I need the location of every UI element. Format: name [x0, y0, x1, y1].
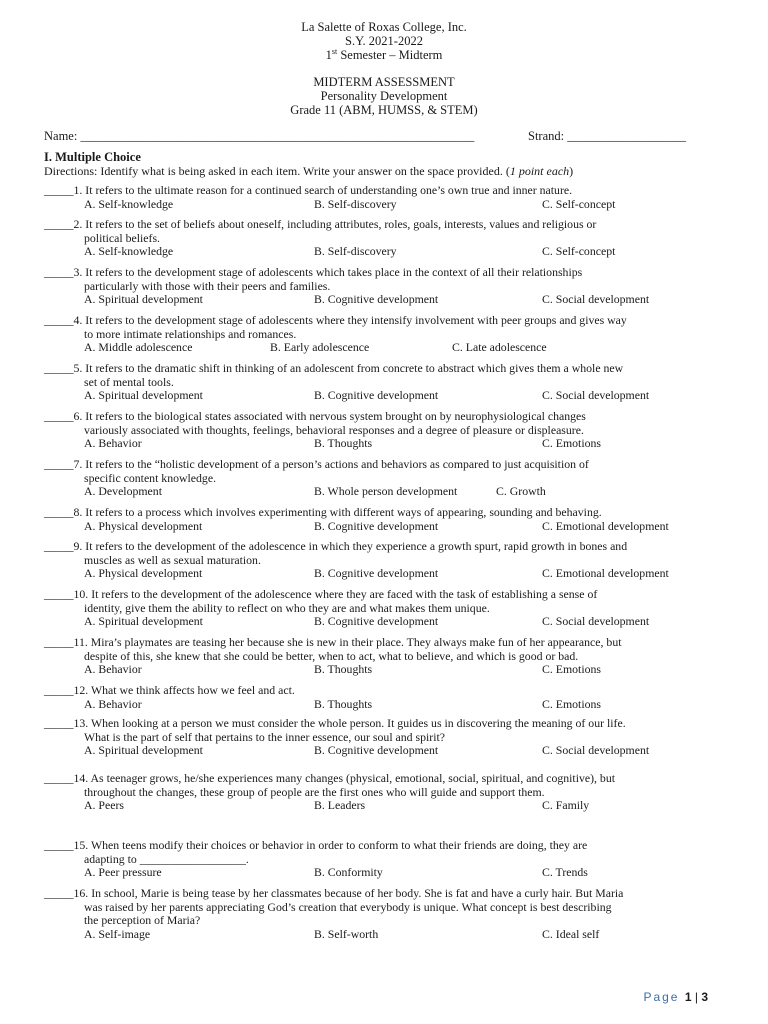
- question-text[interactable]: _____6. It refers to the biological states associated with nervous system brought on by neurophysiological changes: [44, 409, 586, 423]
- option-c: C. Social development: [542, 614, 650, 628]
- option-c: C. Social development: [542, 743, 650, 757]
- question-item: [44, 458, 724, 499]
- question-item: [44, 184, 724, 211]
- directions: [44, 164, 573, 179]
- points-note: 1 point each: [509, 164, 570, 178]
- option-a: A. Spiritual development: [84, 388, 203, 402]
- option-c: C. Emotions: [542, 436, 601, 450]
- question-text-continued: was raised by her parents appreciating God’s creation that everybody is unique. What concept is best describing: [84, 899, 612, 914]
- question-text[interactable]: _____12. What we think affects how we feel and act.: [44, 683, 295, 697]
- question-item: [44, 588, 724, 629]
- question-item: [44, 887, 724, 941]
- option-b: B. Whole person development: [314, 484, 458, 498]
- answer-options: [44, 799, 724, 813]
- question-text[interactable]: _____2. It refers to the set of beliefs about oneself, including attributes, roles, goals, interests, values and religious or: [44, 217, 597, 231]
- page-number: 1: [684, 990, 692, 1004]
- option-a: A. Development: [84, 484, 162, 498]
- option-c: C. Emotional development: [542, 566, 669, 580]
- option-a: A. Peer pressure: [84, 865, 162, 879]
- answer-options: [44, 293, 724, 307]
- semester-suffix: st: [331, 46, 338, 56]
- question-text-continued: political beliefs.: [84, 230, 161, 245]
- semester-number: 1: [325, 48, 332, 62]
- page-separator: |: [691, 990, 702, 1004]
- school-year: S.Y. 2021-2022: [345, 34, 423, 48]
- page-total: 3: [701, 990, 708, 1004]
- answer-options: [44, 485, 724, 499]
- option-c: C. Growth: [496, 484, 546, 498]
- option-a: A. Self-knowledge: [84, 244, 174, 258]
- question-text[interactable]: _____1. It refers to the ultimate reason for a continued search of understanding one’s own true and inner nature.: [44, 183, 573, 197]
- option-b: B. Leaders: [314, 798, 366, 812]
- question-item: [44, 684, 724, 711]
- subject-name: Personality Development: [320, 89, 448, 103]
- option-b: B. Thoughts: [314, 436, 373, 450]
- question-text[interactable]: _____4. It refers to the development stage of adolescents where they intensify involvement with peer groups and gives way: [44, 313, 627, 327]
- question-item: [44, 218, 724, 259]
- grade-level: Grade 11 (ABM, HUMSS, & STEM): [290, 103, 478, 117]
- strand-label: Strand:: [528, 129, 568, 143]
- name-label: Name:: [44, 129, 81, 143]
- page-label: Page: [643, 990, 680, 1004]
- option-b: B. Cognitive development: [314, 388, 439, 402]
- option-a: A. Middle adolescence: [84, 340, 193, 354]
- question-text[interactable]: _____8. It refers to a process which involves experimenting with different ways of appearing, sounding and behaving.: [44, 505, 602, 519]
- question-item: [44, 636, 724, 677]
- question-text-continued: despite of this, she knew that she could be better, when to act, what to believe, and which is good or bad.: [84, 648, 579, 663]
- option-c: C. Self-concept: [542, 244, 616, 258]
- option-b: B. Cognitive development: [314, 614, 439, 628]
- section-title: I. Multiple Choice: [44, 150, 141, 164]
- question-text[interactable]: _____9. It refers to the development of the adolescence in which they experience a growth spurt, rapid growth in bones and: [44, 539, 628, 553]
- semester-line: [0, 48, 768, 62]
- question-text[interactable]: _____15. When teens modify their choices or behavior in order to conform to what their friends are doing, they are: [44, 838, 588, 852]
- question-text[interactable]: _____14. As teenager grows, he/she experiences many changes (physical, emotional, social, spiritual, and cognitive), but: [44, 771, 616, 785]
- option-a: A. Spiritual development: [84, 743, 203, 757]
- question-text-continued: the perception of Maria?: [84, 913, 201, 927]
- answer-options: [44, 245, 724, 259]
- option-a: A. Physical development: [84, 518, 203, 533]
- answer-options: [44, 663, 724, 677]
- directions-close: ): [569, 164, 574, 178]
- option-b: B. Cognitive development: [314, 743, 439, 757]
- question-item: [44, 362, 724, 403]
- question-item: [44, 266, 724, 307]
- answer-options: [44, 520, 724, 534]
- question-text[interactable]: _____5. It refers to the dramatic shift in thinking of an adolescent from concrete to abstract which gives them a whole new: [44, 361, 624, 375]
- option-a: A. Spiritual development: [84, 614, 203, 628]
- answer-options: [44, 928, 724, 942]
- option-b: B. Early adolescence: [270, 340, 370, 354]
- question-text[interactable]: _____10. It refers to the development of the adolescence where they are faced with the task of establishing a sense of: [44, 587, 598, 601]
- answer-options: [44, 341, 724, 355]
- question-item: [44, 314, 724, 355]
- answer-options: [44, 744, 724, 758]
- option-b: B. Cognitive development: [314, 292, 439, 306]
- semester-rest: Semester – Midterm: [337, 48, 443, 62]
- question-text-continued: variously associated with thoughts, feelings, behavioral responses and a degree of pleasure or displeasure.: [84, 422, 584, 437]
- question-text[interactable]: _____13. When looking at a person we must consider the whole person. It guides us in discovering the meaning of our life.: [44, 716, 626, 730]
- question-text-continued: to more intimate relationships and romances.: [84, 326, 297, 341]
- strand-field[interactable]: [528, 129, 686, 144]
- question-text-continued: identity, give them the ability to reflect on who they are and what makes them unique.: [84, 600, 490, 615]
- option-c: C. Self-concept: [542, 196, 616, 211]
- directions-text: Directions: Identify what is being asked in each item. Write your answer on the space provided. (: [44, 164, 510, 178]
- question-text-continued: specific content knowledge.: [84, 470, 217, 485]
- question-item: [44, 410, 724, 451]
- option-c: C. Ideal self: [542, 926, 600, 941]
- option-b: B. Conformity: [314, 865, 383, 879]
- answer-options: [44, 615, 724, 629]
- option-a: A. Spiritual development: [84, 292, 203, 306]
- answer-options: [44, 698, 724, 712]
- answer-options: [44, 567, 724, 581]
- option-b: B. Cognitive development: [314, 566, 439, 580]
- option-c: C. Family: [542, 798, 590, 812]
- option-c: C. Emotions: [542, 696, 601, 711]
- question-text-continued: throughout the changes, these group of people are the first ones who will guide and support them.: [84, 784, 545, 799]
- name-blank[interactable]: _______________________________________________________________: [80, 129, 475, 143]
- option-b: B. Self-discovery: [314, 244, 397, 258]
- question-item: [44, 717, 724, 758]
- option-b: B. Cognitive development: [314, 518, 439, 533]
- question-text[interactable]: _____11. Mira’s playmates are teasing her because she is new in their place. They always make fun of her appearance, but: [44, 635, 622, 649]
- name-field[interactable]: [44, 129, 474, 144]
- option-c: C. Social development: [542, 388, 650, 402]
- option-a: A. Behavior: [84, 662, 142, 676]
- question-text-continued: set of mental tools.: [84, 374, 174, 389]
- option-a: A. Physical development: [84, 566, 203, 580]
- question-text[interactable]: _____3. It refers to the development stage of adolescents which takes place in the context of all their relationships: [44, 265, 583, 279]
- question-text-continued: What is the part of self that pertains to the inner essence, our soul and spirit?: [84, 729, 446, 744]
- strand-blank[interactable]: ___________________: [567, 129, 686, 143]
- option-c: C. Late adolescence: [452, 340, 547, 354]
- question-text-continued: particularly with those with their peers and families.: [84, 278, 331, 293]
- option-a: A. Peers: [84, 798, 124, 812]
- question-text[interactable]: _____16. In school, Marie is being tease by her classmates because of her body. She is fat and have a curly hair. But Maria: [44, 886, 624, 900]
- option-c: C. Emotions: [542, 662, 601, 676]
- answer-options: [44, 866, 724, 880]
- answer-options: [44, 198, 724, 212]
- option-c: C. Emotional development: [542, 518, 669, 533]
- option-a: A. Self-knowledge: [84, 196, 174, 211]
- question-text-continued: adapting to __________________.: [84, 851, 249, 866]
- option-a: A. Behavior: [84, 696, 142, 711]
- option-b: B. Self-discovery: [314, 196, 397, 211]
- exam-title: MIDTERM ASSESSMENT: [313, 75, 455, 89]
- question-item: [44, 540, 724, 581]
- option-b: B. Thoughts: [314, 696, 373, 711]
- question-item: [44, 772, 724, 813]
- option-c: C. Trends: [542, 865, 588, 879]
- answer-options: [44, 389, 724, 403]
- question-text[interactable]: _____7. It refers to the “holistic development of a person’s actions and behaviors as compared to just acquisition of: [44, 457, 589, 471]
- question-text-continued: muscles as well as sexual maturation.: [84, 552, 261, 567]
- page-footer: [643, 990, 708, 1004]
- option-c: C. Social development: [542, 292, 650, 306]
- question-item: [44, 839, 724, 880]
- question-item: [44, 506, 724, 533]
- option-b: B. Self-worth: [314, 926, 379, 941]
- option-a: A. Self-image: [84, 926, 151, 941]
- option-a: A. Behavior: [84, 436, 142, 450]
- option-b: B. Thoughts: [314, 662, 373, 676]
- answer-options: [44, 437, 724, 451]
- school-name: La Salette of Roxas College, Inc.: [301, 20, 467, 34]
